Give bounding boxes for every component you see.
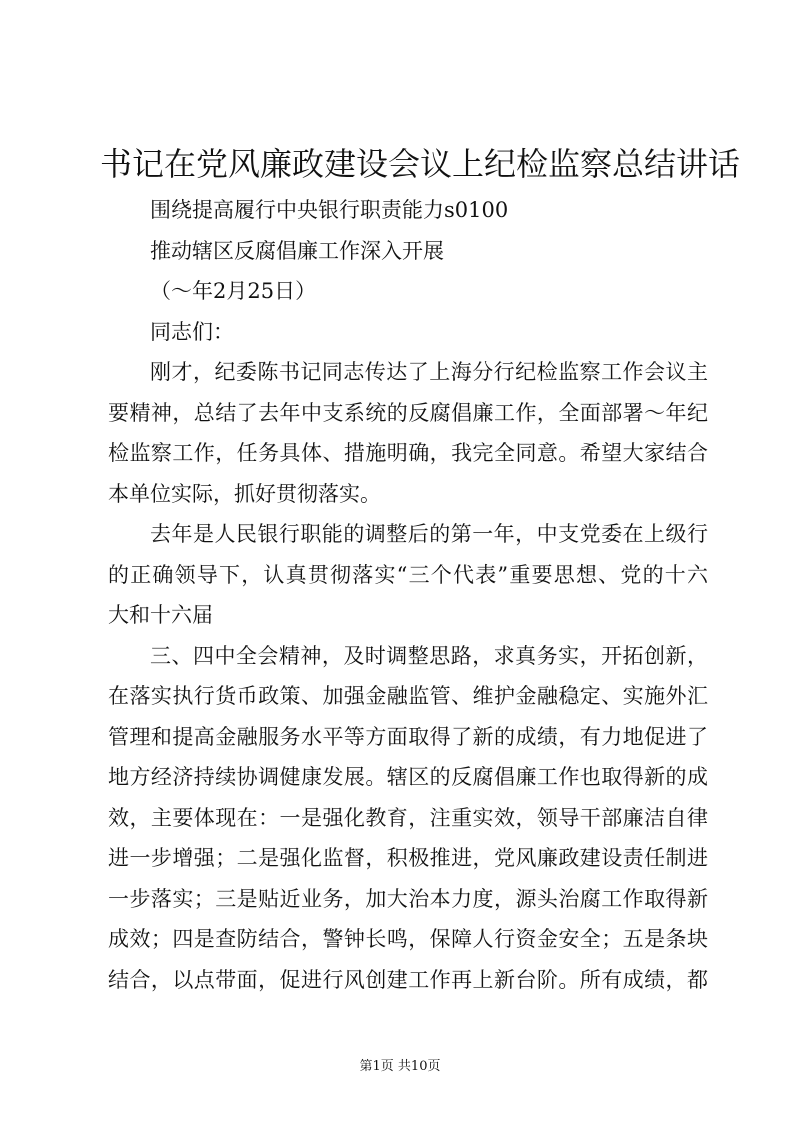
paragraph-line: 成效；四是查防结合，警钟长鸣，保障人行资金安全；五是条块 [108,927,708,951]
paragraph-line: 的正确领导下，认真贯彻落实“三个代表”重要思想、党的十六 [108,562,708,587]
page-footer [0,1058,800,1076]
salutation: 同志们： [150,319,234,344]
paragraph-line: 进一步增强；二是强化监督，积极推进，党风廉政建设责任制进 [108,846,708,870]
paragraph-line: 去年是人民银行职能的调整后的第一年，中支党委在上级行 [150,522,708,546]
document-body [108,190,708,1000]
paragraph-line: 大和十六届 [108,603,213,627]
paragraph-line: 结合，以点带面，促进行风创建工作再上新台阶。所有成绩，都 [108,967,708,992]
subtitle-line-2: 推动辖区反腐倡廉工作深入开展 [150,238,444,263]
paragraph-line: 管理和提高金融服务水平等方面取得了新的成绩，有力地促进了 [108,724,708,749]
paragraph-line: 三、四中全会精神，及时调整思路，求真务实，开拓创新， [150,643,708,668]
document-title: 书记在党风廉政建设会议上纪检监察总结讲话 [100,145,741,183]
paragraph-line: 效，主要体现在：一是强化教育，注重实效，领导干部廉洁自律 [108,805,708,830]
paragraph-line: 要精神，总结了去年中支系统的反腐倡廉工作，全面部署～年纪 [108,400,708,425]
paragraph-line: 一步落实；三是贴近业务，加大治本力度，源头治腐工作取得新 [108,886,708,911]
date-line: （～年2月25日） [150,279,317,303]
page-indicator: 第1页 共10页 [359,1059,441,1074]
paragraph-line: 在落实执行货币政策、加强金融监管、维护金融稳定、实施外汇 [108,684,708,708]
subtitle-line-1: 围绕提高履行中央银行职责能力s0100 [150,198,509,222]
paragraph-line: 本单位实际，抓好贯彻落实。 [108,481,381,506]
paragraph-line: 检监察工作，任务具体、措施明确，我完全同意。希望大家结合 [108,441,708,465]
paragraph-line: 地方经济持续协调健康发展。辖区的反腐倡廉工作也取得新的成 [108,765,708,789]
paragraph-line: 刚才，纪委陈书记同志传达了上海分行纪检监察工作会议主 [150,360,708,384]
